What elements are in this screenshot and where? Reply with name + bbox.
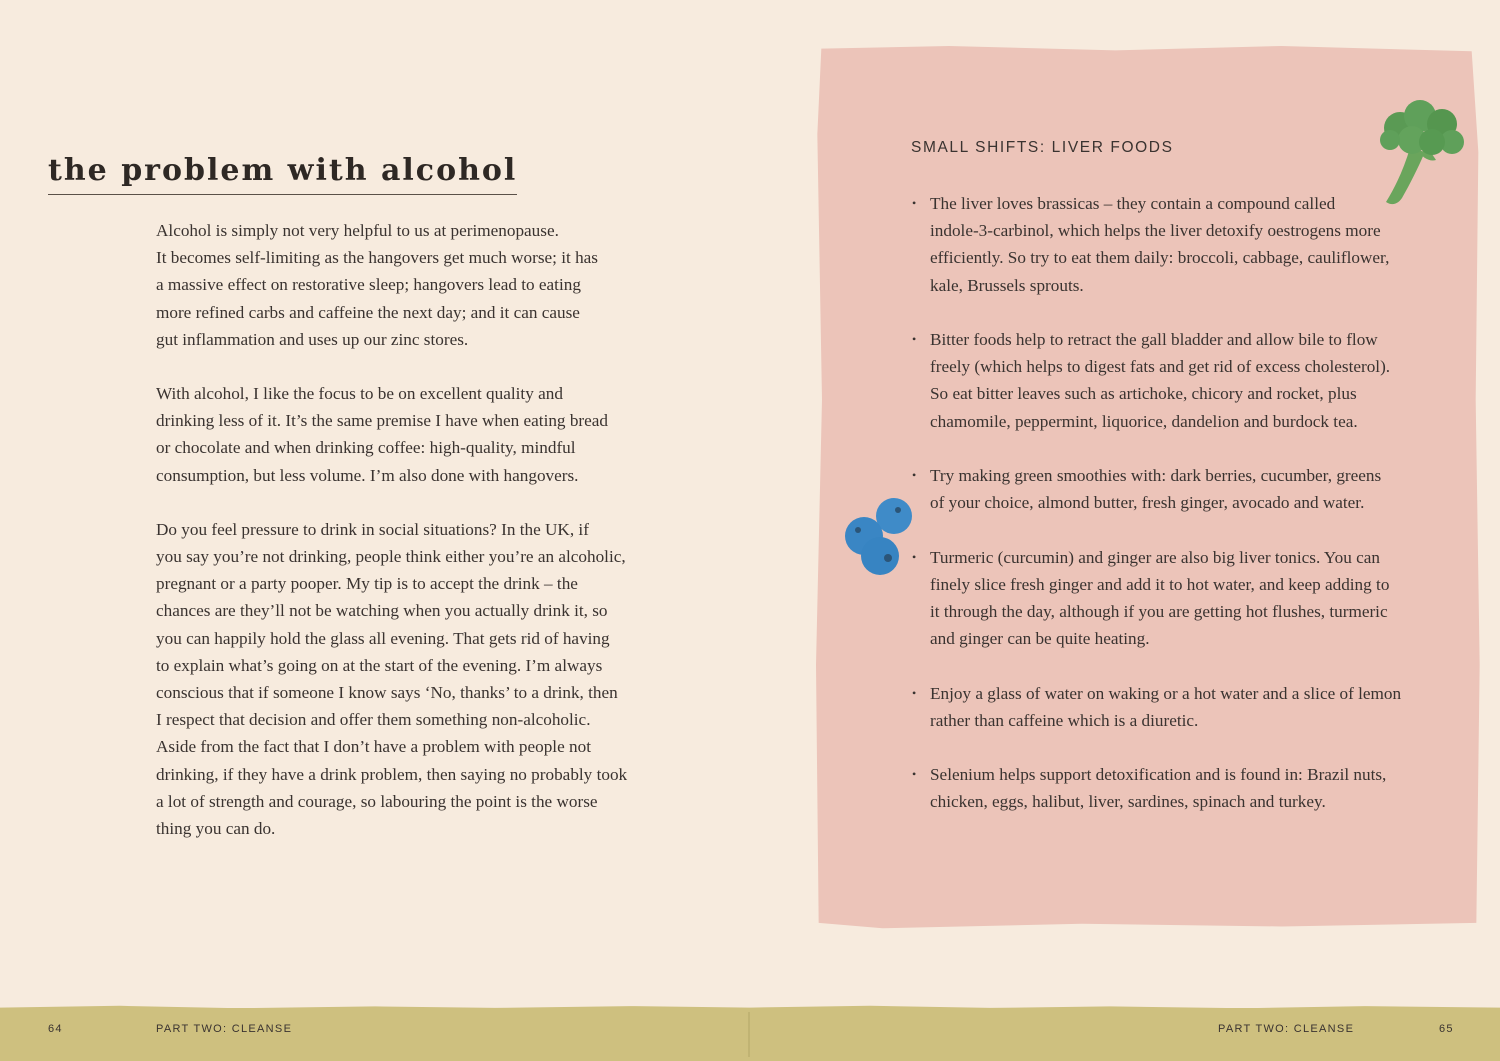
text-line: thing you can do. — [156, 819, 276, 839]
text-line: to explain what’s going on at the start of the evening. I’m always — [156, 655, 603, 675]
text-line: Alcohol is simply not very helpful to us at perimenopause. — [156, 221, 559, 240]
text-line: drinking less of it. It’s the same premise I have when eating bread — [156, 411, 608, 431]
bullet-icon: • — [912, 685, 917, 700]
bullet-icon: • — [912, 468, 917, 482]
text-line: kale, Brussels sprouts. — [930, 275, 1084, 295]
text-line: conscious that if someone I know says ‘No, thanks’ to a drink, then — [156, 683, 618, 703]
list-item — [910, 544, 1470, 653]
left-page-body — [156, 217, 696, 869]
bullet-icon: • — [912, 549, 917, 564]
text-line: Do you feel pressure to drink in social situations? In the UK, if — [156, 519, 589, 539]
text-line: drinking, if they have a drink problem, then saying no probably took — [156, 764, 628, 784]
panel-heading: SMALL SHIFTS: LIVER FOODS — [911, 139, 1174, 156]
text-line: and ginger can be quite heating. — [930, 629, 1150, 649]
text-line: It becomes self-limiting as the hangovers get much worse; it has — [156, 248, 598, 268]
text-line: it through the day, although if you are getting hot flushes, turmeric — [930, 602, 1388, 621]
bullet-icon: • — [912, 332, 917, 346]
text-line: gut inflammation and uses up our zinc stores. — [156, 329, 469, 349]
paragraph — [156, 380, 696, 489]
list-item — [910, 680, 1470, 734]
text-line: of your choice, almond butter, fresh ginger, avocado and water. — [930, 493, 1365, 513]
text-line: chamomile, peppermint, liquorice, dandelion and burdock tea. — [930, 411, 1358, 431]
text-line: or chocolate and when drinking coffee: high-quality, mindful — [156, 438, 576, 458]
text-line: pregnant or a party pooper. My tip is to accept the drink – the — [156, 574, 578, 594]
text-line: rather than caffeine which is a diuretic. — [930, 710, 1199, 730]
paragraph — [156, 217, 696, 353]
running-head-right: PART TWO: CLEANSE — [1218, 1023, 1355, 1035]
text-line: Try making green smoothies with: dark berries, cucumber, greens — [930, 466, 1382, 485]
page-title: the problem with alcohol — [48, 150, 517, 195]
running-head-left: PART TWO: CLEANSE — [156, 1023, 293, 1035]
text-line: a massive effect on restorative sleep; hangovers lead to eating — [156, 275, 581, 295]
text-line: indole-3-carbinol, which helps the liver detoxify oestrogens more — [930, 221, 1381, 241]
list-item — [910, 462, 1470, 516]
text-line: The liver loves brassicas – they contain a compound called — [930, 194, 1336, 213]
text-line: Enjoy a glass of water on waking or a hot water and a slice of lemon — [930, 683, 1402, 703]
list-item — [910, 326, 1470, 435]
text-line: I respect that decision and offer them something non-alcoholic. — [156, 710, 591, 730]
page-number-left: 64 — [48, 1023, 63, 1035]
text-line: a lot of strength and courage, so labouring the point is the worse — [156, 791, 598, 811]
text-line: finely slice fresh ginger and add it to hot water, and keep adding to — [930, 574, 1390, 594]
broccoli-icon — [1370, 98, 1470, 210]
text-line: you say you’re not drinking, people think either you’re an alcoholic, — [156, 547, 626, 567]
text-line: Turmeric (curcumin) and ginger are also big liver tonics. You can — [930, 547, 1380, 567]
text-line: Selenium helps support detoxification and is found in: Brazil nuts, — [930, 765, 1387, 785]
text-line: With alcohol, I like the focus to be on excellent quality and — [156, 384, 563, 404]
text-line: Aside from the fact that I don’t have a problem with people not — [156, 737, 591, 757]
text-line: So eat bitter leaves such as artichoke, chicory and rocket, plus — [930, 384, 1357, 404]
liver-foods-list — [910, 190, 1470, 843]
text-line: chicken, eggs, halibut, liver, sardines, spinach and turkey. — [930, 792, 1326, 812]
text-line: freely (which helps to digest fats and get rid of excess cholesterol). — [930, 357, 1391, 377]
text-line: consumption, but less volume. I’m also done with hangovers. — [156, 465, 579, 485]
text-line: you can happily hold the glass all evening. That gets rid of having — [156, 628, 610, 648]
text-line: chances are they’ll not be watching when you actually drink it, so — [156, 601, 608, 621]
bullet-icon: • — [912, 767, 917, 782]
blueberries-icon — [840, 496, 918, 578]
bullet-icon: • — [912, 196, 917, 210]
text-line: more refined carbs and caffeine the next day; and it can cause — [156, 302, 580, 322]
list-item — [910, 761, 1470, 815]
page-fold — [748, 1012, 750, 1057]
paragraph — [156, 516, 696, 842]
text-line: efficiently. So try to eat them daily: broccoli, cabbage, cauliflower, — [930, 248, 1390, 268]
page-number-right: 65 — [1439, 1023, 1454, 1035]
text-line: Bitter foods help to retract the gall bladder and allow bile to flow — [930, 330, 1378, 349]
